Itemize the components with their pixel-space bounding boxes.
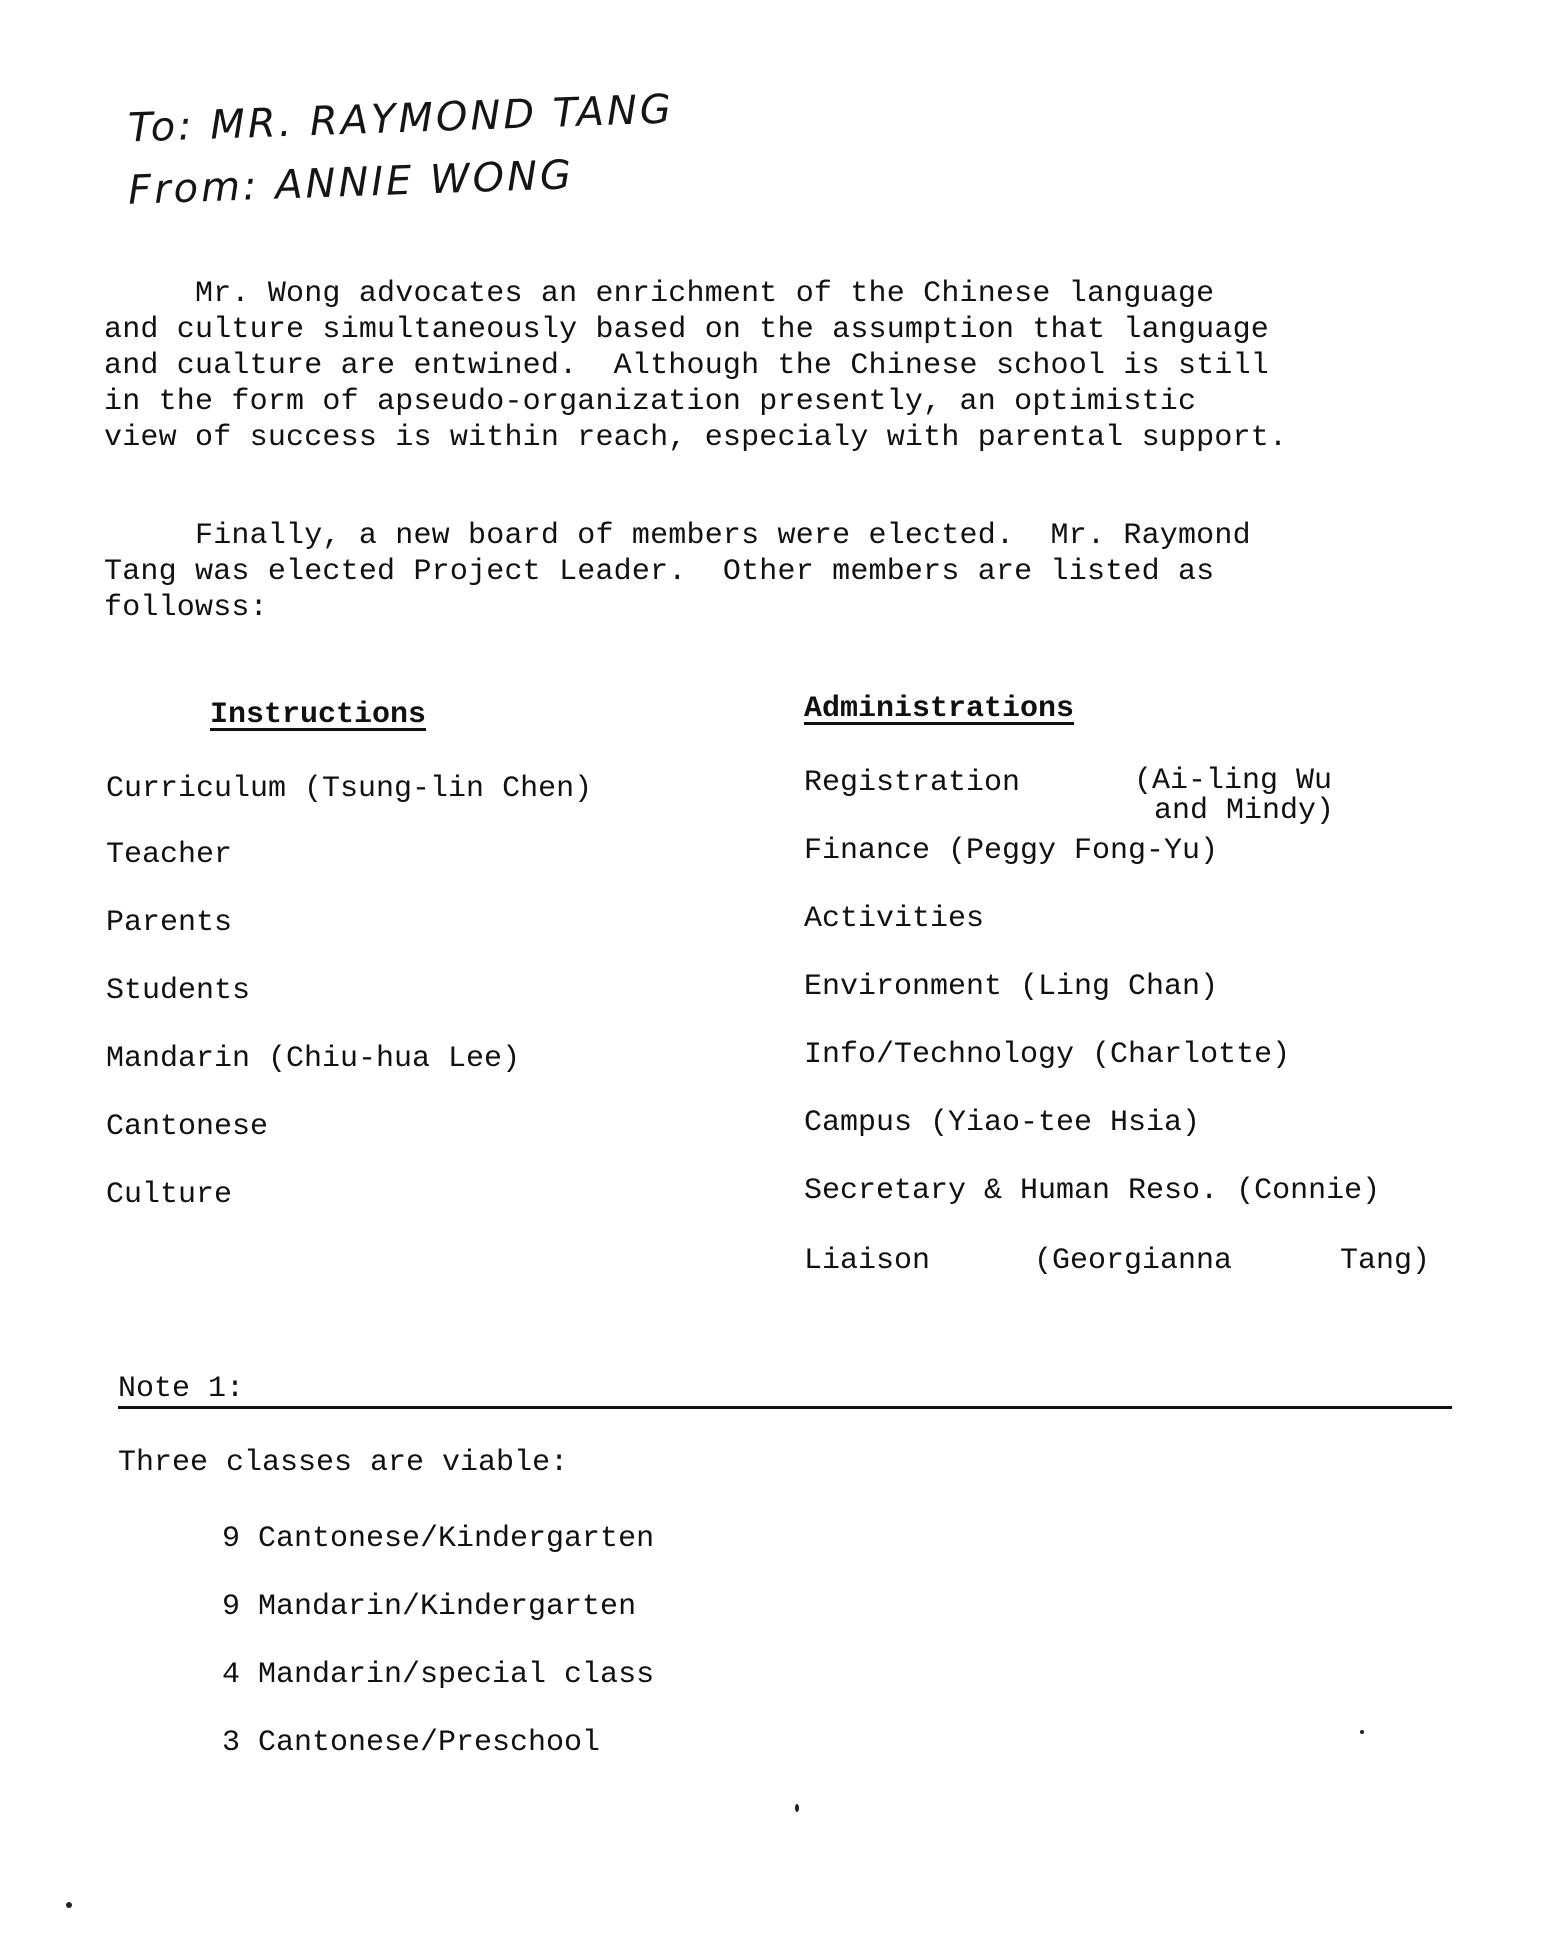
note-class-item: 4 Mandarin/special class (222, 1658, 655, 1692)
admin-item-registration: Registration (804, 766, 1021, 800)
admin-registration-names-1: (Ai-ling Wu (1134, 764, 1333, 798)
paragraph-board-elected: Finally, a new board of members were elected. Mr. Raymond Tang was elected Project Leader. Other members are listed as followss: (104, 519, 1251, 625)
admin-item-secretary: Secretary & Human Reso. (Connie) (804, 1174, 1381, 1208)
instructions-item-culture: Culture (106, 1178, 233, 1212)
admin-liaison-name-1: (Georgianna (1034, 1244, 1233, 1278)
scan-speck (66, 1902, 72, 1908)
admin-item-campus: Campus (Yiao-tee Hsia) (804, 1106, 1201, 1140)
instructions-item-students: Students (106, 974, 251, 1008)
admin-registration-names-2: and Mindy) (1154, 794, 1335, 828)
instructions-heading: Instructions (210, 698, 427, 732)
instructions-item-curriculum: Curriculum (Tsung-lin Chen) (106, 772, 593, 806)
admin-item-liaison: Liaison (804, 1244, 931, 1278)
scan-speck (795, 1804, 799, 1812)
scan-speck (1360, 1730, 1364, 1734)
admin-item-finance: Finance (Peggy Fong-Yu) (804, 834, 1219, 868)
note-divider (118, 1406, 1452, 1409)
instructions-item-teacher: Teacher (106, 838, 233, 872)
admin-liaison-name-2: Tang) (1340, 1244, 1431, 1278)
instructions-item-parents: Parents (106, 906, 233, 940)
administrations-heading: Administrations (804, 692, 1075, 726)
admin-item-environment: Environment (Ling Chan) (804, 970, 1219, 1004)
handwritten-to-line: To: MR. RAYMOND TANG (127, 86, 675, 152)
instructions-item-mandarin: Mandarin (Chiu-hua Lee) (106, 1042, 521, 1076)
note-class-item: 9 Mandarin/Kindergarten (222, 1590, 637, 1624)
note-class-item: 3 Cantonese/Preschool (222, 1726, 601, 1760)
handwritten-from-line: From: ANNIE WONG (127, 152, 575, 214)
note-label: Note 1: (118, 1372, 245, 1406)
note-intro: Three classes are viable: (118, 1446, 569, 1480)
admin-item-activities: Activities (804, 902, 985, 936)
admin-item-info-technology: Info/Technology (Charlotte) (804, 1038, 1291, 1072)
instructions-item-cantonese: Cantonese (106, 1110, 269, 1144)
paragraph-mr-wong: Mr. Wong advocates an enrichment of the Chinese language and culture simultaneously based on the assumption that language and cualture are entwined. Although the Chinese school is still in the form of apseudo-organization presently, an optimistic view of success is within reach, especialy with parental support. (104, 277, 1288, 455)
note-class-item: 9 Cantonese/Kindergarten (222, 1522, 655, 1556)
